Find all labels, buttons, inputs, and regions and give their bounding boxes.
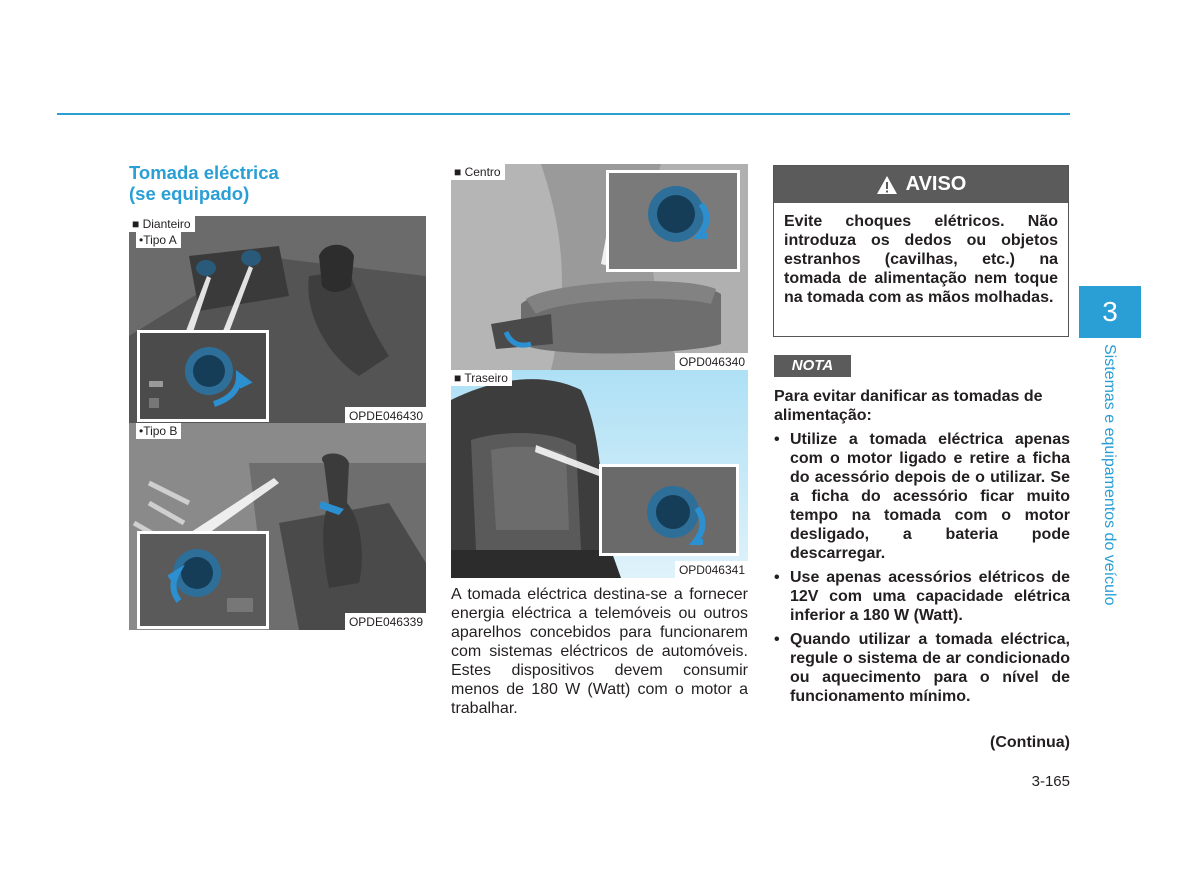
figure-label-tipo-a: •Tipo A (136, 232, 181, 248)
figure-code-b: OPDE046339 (345, 613, 426, 630)
nota-content (774, 387, 1070, 711)
figure-rear (451, 370, 748, 578)
figure-center (451, 164, 748, 370)
nota-intro: Para evitar danificar as tomadas de alimentação: (774, 388, 1043, 424)
figure-front-type-b (129, 423, 426, 630)
page-number: 3-165 (1031, 773, 1070, 790)
armrest-illustration (451, 164, 748, 370)
nota-bullet (774, 568, 1070, 625)
bullet-dot: • (774, 631, 780, 648)
figure-code-a: OPDE046430 (345, 407, 426, 424)
chapter-title-text: Sistemas e equipamentos do veículo (1101, 344, 1118, 606)
warning-box (773, 165, 1069, 337)
bullet-dot: • (774, 569, 780, 586)
figure-code-rear: OPD046341 (675, 561, 748, 578)
section-title-line2: (se equipado) (129, 183, 250, 204)
warning-text: Evite choques elétricos. Não introduza os dedos ou objetos estranhos (cavilhas, etc.) na tomada de alimentação nem toque na tomada com as mãos molhadas. (784, 213, 1058, 306)
chapter-number-tab: 3 (1079, 286, 1141, 338)
warning-header (774, 166, 1068, 203)
nota-bullet-text: Use apenas acessórios elétricos de 12V com uma capacidade elétrica inferior a 180 W (Watt). (790, 569, 1070, 624)
gear-shifter-illustration (129, 423, 426, 630)
figure-label-centro: ■ Centro (451, 164, 505, 180)
figure-label-tipo-b: •Tipo B (136, 423, 181, 439)
bullet-dot: • (774, 431, 780, 448)
figure-label-dianteiro: ■ Dianteiro (129, 216, 195, 232)
figure-front-type-a (129, 216, 426, 424)
warning-title: AVISO (905, 173, 967, 195)
section-title (129, 162, 419, 204)
figure-code-center: OPD046340 (675, 353, 748, 370)
nota-bullet-text: Quando utilizar a tomada eléctrica, regule o sistema de ar condicionado ou aquecimento para o nível de funcionamento mínimo. (790, 631, 1070, 705)
chapter-title (1098, 344, 1122, 614)
nota-badge: NOTA (774, 355, 851, 377)
trunk-illustration (451, 370, 748, 578)
nota-bullet (774, 430, 1070, 563)
body-paragraph: A tomada eléctrica destina-se a fornecer energia eléctrica a telemóveis ou outros aparelhos concebidos para funcionarem com sistemas eléctricos de automóveis. Estes dispositivos devem consumir menos de 180 W (Watt) com o motor a trabalhar. (451, 586, 748, 717)
header-rule (57, 113, 1070, 115)
nota-bullet-text: Utilize a tomada eléctrica apenas com o motor ligado e retire a ficha do acessório depois de o utilizar. Se a ficha do acessório ficar muito tempo na tomada com o motor desligado, a bateria pode descarregar. (790, 431, 1070, 562)
figure-label-traseiro: ■ Traseiro (451, 370, 512, 386)
warning-triangle-icon (876, 175, 898, 195)
nota-bullet (774, 630, 1070, 706)
section-title-line1: Tomada eléctrica (129, 162, 279, 183)
continued-label: (Continua) (990, 734, 1070, 751)
